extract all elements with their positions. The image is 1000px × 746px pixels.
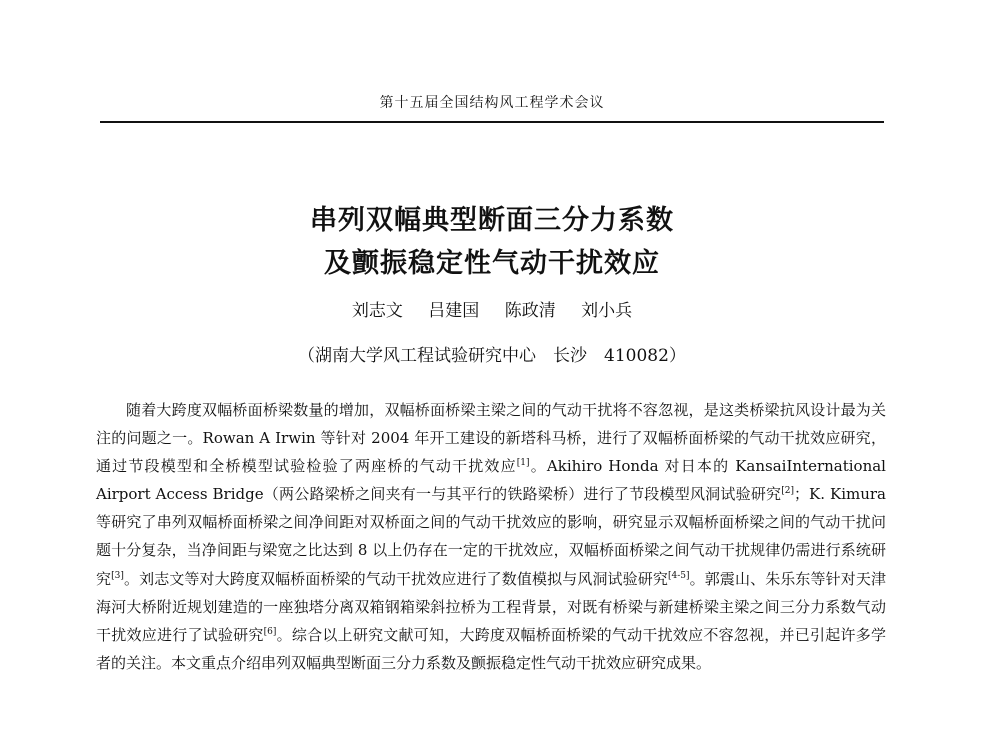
text-run: 。刘志文等对大跨度双幅桥面桥梁的气动干扰效应进行了数值模拟与风洞试验研究 <box>123 569 669 588</box>
paper-title-line-2: 及颤振稳定性气动干扰效应 <box>324 248 660 279</box>
author-list <box>100 296 884 321</box>
citation: [4-5] <box>668 570 690 581</box>
intro-paragraph <box>96 396 886 677</box>
text-run: 随着大跨度双幅桥面桥梁数量的增加，双幅桥面桥梁主梁之间的气动干扰将不容忽视，是这类桥梁抗风设计最为关注的问题之一。Rowan A Irwin 等针对 2004 年开工建设的新塔科马桥，进行了双幅桥面桥梁的气动干扰效应研究，通过节段模型和全桥模型试验检验了两座桥的气动干扰效应 <box>96 401 886 476</box>
text-run: 。郭震山、朱乐东等针对天津海河大桥附近规划建造的一座独塔分离双箱钢箱梁斜拉桥为工程背景，对既有桥梁与新建桥梁主梁之间三分力系数气动干扰效应进行了试验研究 <box>96 569 886 644</box>
text-run: 。Akihiro Honda 对日本的 KansaiInternational Airport Access Bridge（两公路梁桥之间夹有一与其平行的铁路梁桥）进行了节段模型风洞试验研究 <box>96 457 886 504</box>
citation: [2] <box>781 486 795 497</box>
citation: [1] <box>516 458 530 469</box>
conference-header: 第十五届全国结构风工程学术会议 <box>379 95 605 111</box>
text-run: 。综合以上研究文献可知，大跨度双幅桥面桥梁的气动干扰效应不容忽视，并已引起许多学者的关注。本文重点介绍串列双幅典型断面三分力系数及颤振稳定性气动干扰效应研究成果。 <box>96 625 886 672</box>
header-rule <box>100 121 884 123</box>
author: 吕建国 <box>428 301 480 321</box>
citation: [6] <box>263 626 277 637</box>
abstract-body <box>96 396 886 677</box>
paper-title-line-1: 串列双幅典型断面三分力系数 <box>310 205 674 236</box>
author: 刘志文 <box>351 301 403 321</box>
author: 刘小兵 <box>581 301 633 321</box>
citation: [3] <box>111 570 124 581</box>
text-run: ；K. Kimura 等研究了串列双幅桥面桥梁之间净间距对双桥面之间的气动干扰效应的影响，研究显示双幅桥面桥梁之间的气动干扰问题十分复杂，当净间距与梁宽之比达到 8 以上仍存在一定的干扰效应，双幅桥面桥梁之间气动干扰规律仍需进行系统研究 <box>96 485 886 588</box>
author: 陈政清 <box>504 301 556 321</box>
affiliation: （湖南大学风工程试验研究中心 长沙 410082） <box>298 346 686 366</box>
